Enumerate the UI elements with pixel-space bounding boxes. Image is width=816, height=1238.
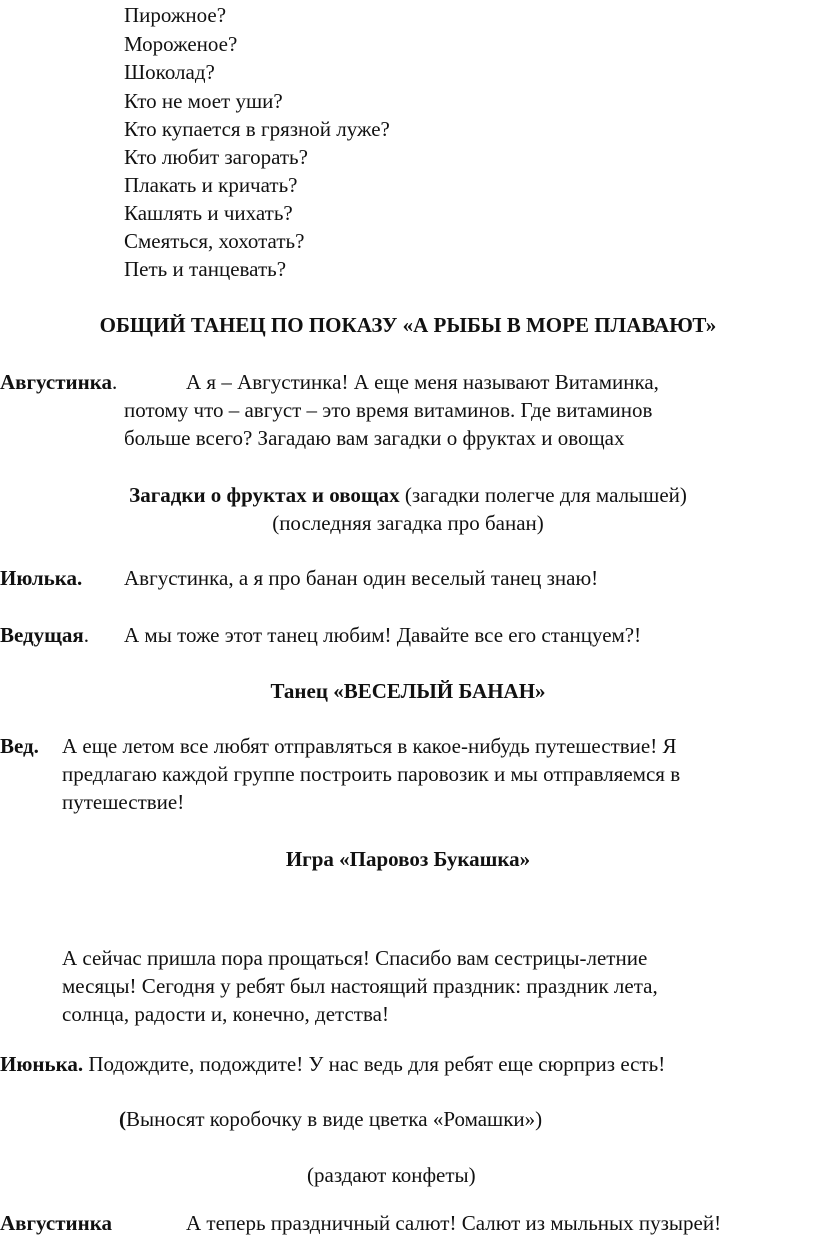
riddles-note-2: (последняя загадка про банан) (272, 511, 544, 535)
speaker-name: Августинка (0, 370, 113, 394)
question-line: Кашлять и чихать? (124, 201, 293, 225)
speech-line: Августинка, а я про банан один веселый танец знаю! (124, 566, 599, 590)
question-line: Шоколад? (124, 60, 215, 84)
speech-line: А теперь праздничный салют! Салют из мыльных пузырей! (186, 1211, 722, 1235)
question-line: Смеяться, хохотать? (124, 229, 305, 253)
speech-line: А мы тоже этот танец любим! Давайте все его станцуем?! (124, 623, 642, 647)
question-line: Плакать и кричать? (124, 173, 298, 197)
speech-line: потому что – август – это время витаминов. Где витаминов (124, 398, 653, 422)
speaker-name: Июлька. (0, 566, 83, 590)
speaker-name: Вед. (0, 734, 39, 758)
speech-line: предлагаю каждой группе построить паровозик и мы отправляемся в (62, 762, 681, 786)
speaker-dot: . (112, 370, 118, 394)
stage-text: Выносят коробочку в виде цветка «Ромашки») (126, 1107, 543, 1131)
stage-direction (119, 1105, 542, 1134)
speaker-line (0, 1050, 665, 1079)
question-line: Кто купается в грязной луже? (124, 117, 390, 141)
speech-line: путешествие! (62, 790, 185, 814)
stage-paren: ( (119, 1107, 126, 1131)
section-heading-game: Игра «Паровоз Букашка» (285, 847, 531, 871)
speech-line: больше всего? Загадаю вам загадки о фруктах и овощах (124, 426, 625, 450)
speaker-dot: . (83, 623, 90, 647)
speech-line: солнца, радости и, конечно, детства! (62, 1002, 389, 1026)
question-line: Пирожное? (124, 3, 227, 27)
question-line: Петь и танцевать? (124, 257, 287, 281)
speech-line: А я – Августинка! А еще меня называют Витаминка, (186, 370, 659, 394)
section-heading-dance: ОБЩИЙ ТАНЕЦ ПО ПОКАЗУ «А РЫБЫ В МОРЕ ПЛАВАЮТ» (99, 313, 717, 337)
question-line: Кто не моет уши? (124, 89, 283, 113)
speaker-name: Июнька. (0, 1052, 84, 1076)
stage-direction: (раздают конфеты) (307, 1163, 476, 1187)
riddles-heading (0, 481, 816, 510)
speech-line: А еще летом все любят отправляться в какое-нибудь путешествие! Я (62, 734, 677, 758)
speaker-line (0, 368, 117, 397)
question-line: Кто любит загорать? (124, 145, 308, 169)
speaker-name: Ведущая (0, 623, 84, 647)
question-line: Мороженое? (124, 32, 238, 56)
speech-text: Подождите, подождите! У нас ведь для ребят еще сюрприз есть! (83, 1052, 666, 1076)
riddles-title: Загадки о фруктах и овощах (129, 483, 400, 507)
riddles-note: (загадки полегче для малышей) (399, 483, 687, 507)
speaker-line (0, 621, 89, 650)
speech-line: месяцы! Сегодня у ребят был настоящий праздник: праздник лета, (62, 974, 658, 998)
speech-line: А сейчас пришла пора прощаться! Спасибо вам сестрицы-летние (62, 946, 648, 970)
speaker-name: Августинка (0, 1211, 113, 1235)
section-heading-banana: Танец «ВЕСЕЛЫЙ БАНАН» (270, 679, 546, 703)
